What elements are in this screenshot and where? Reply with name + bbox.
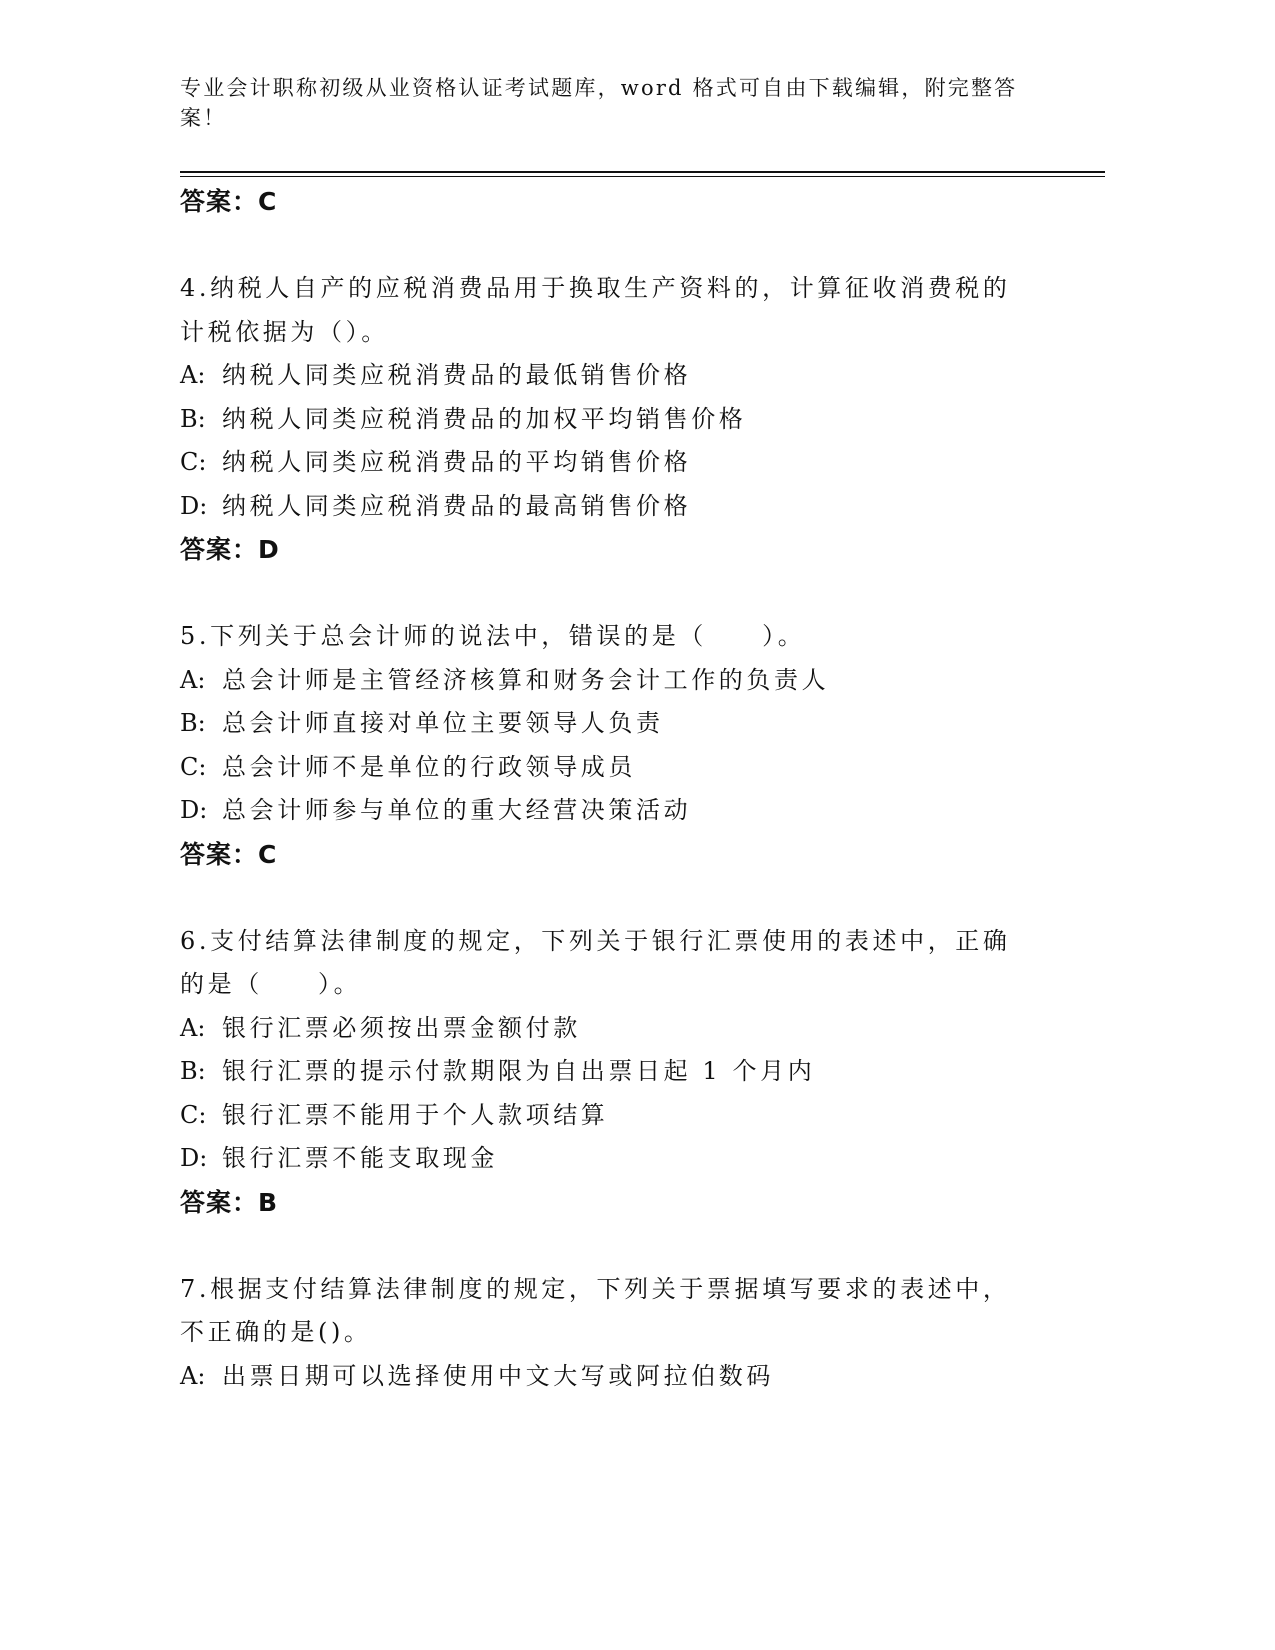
option-label: D: bbox=[180, 491, 208, 520]
option-label: D: bbox=[180, 796, 208, 824]
option-label: A: bbox=[180, 1361, 206, 1390]
question-stem-line: 计税依据为（）。 bbox=[180, 317, 389, 346]
option-a bbox=[180, 354, 1080, 398]
option-label: B: bbox=[180, 404, 206, 433]
option-label: A: bbox=[180, 1013, 206, 1042]
option-b bbox=[180, 1050, 1080, 1094]
question-stem bbox=[180, 1268, 1080, 1355]
question-6 bbox=[180, 920, 1080, 1225]
option-text: 纳税人同类应税消费品的加权平均销售价格 bbox=[222, 404, 747, 433]
option-label: D: bbox=[180, 1144, 208, 1172]
option-d bbox=[180, 485, 1080, 529]
option-label: B: bbox=[180, 1057, 206, 1085]
option-text: 银行汇票不能支取现金 bbox=[222, 1144, 498, 1172]
question-stem-line: 不正确的是()。 bbox=[180, 1318, 372, 1346]
question-stem-line: 5.下列关于总会计师的说法中，错误的是（ ）。 bbox=[180, 622, 806, 650]
option-label: C: bbox=[180, 448, 207, 476]
question-5 bbox=[180, 615, 1080, 876]
option-a bbox=[180, 659, 1080, 703]
option-text: 总会计师不是单位的行政领导成员 bbox=[222, 752, 636, 781]
answer-line: 答案：C bbox=[180, 839, 278, 869]
option-text: 纳税人同类应税消费品的最低销售价格 bbox=[222, 361, 692, 389]
question-stem-line: 的是（ ）。 bbox=[180, 970, 362, 998]
option-b bbox=[180, 398, 1080, 442]
option-text: 总会计师参与单位的重大经营决策活动 bbox=[222, 796, 692, 824]
option-text: 出票日期可以选择使用中文大写或阿拉伯数码 bbox=[222, 1361, 774, 1390]
question-stem-line: 7.根据支付结算法律制度的规定，下列关于票据填写要求的表述中， bbox=[180, 1274, 1011, 1303]
question-stem-line: 4.纳税人自产的应税消费品用于换取生产资料的，计算征收消费税的 bbox=[180, 274, 1011, 302]
option-text: 纳税人同类应税消费品的最高销售价格 bbox=[222, 491, 692, 520]
answer-line: 答案：B bbox=[180, 1187, 279, 1217]
header-divider bbox=[180, 171, 1105, 177]
header-line: 专业会计职称初级从业资格认证考试题库，word 格式可自由下载编辑，附完整答 bbox=[180, 76, 1018, 100]
option-text: 总会计师是主管经济核算和财务会计工作的负责人 bbox=[222, 665, 830, 694]
option-label: A: bbox=[180, 665, 206, 694]
option-text: 银行汇票必须按出票金额付款 bbox=[222, 1013, 581, 1042]
question-list bbox=[180, 180, 1080, 1398]
option-d bbox=[180, 1137, 1080, 1181]
option-text: 总会计师直接对单位主要领导人负责 bbox=[222, 709, 664, 737]
option-text: 纳税人同类应税消费品的平均销售价格 bbox=[222, 448, 692, 476]
option-b bbox=[180, 702, 1080, 746]
option-c bbox=[180, 441, 1080, 485]
option-label: B: bbox=[180, 709, 206, 737]
option-c bbox=[180, 746, 1080, 790]
option-text: 银行汇票不能用于个人款项结算 bbox=[222, 1100, 609, 1129]
question-4 bbox=[180, 267, 1080, 572]
option-label: C: bbox=[180, 1100, 207, 1129]
question-stem bbox=[180, 920, 1080, 1007]
question-stem bbox=[180, 267, 1080, 354]
question-7 bbox=[180, 1268, 1080, 1399]
option-label: C: bbox=[180, 752, 207, 781]
option-d bbox=[180, 789, 1080, 833]
option-a bbox=[180, 1355, 1080, 1399]
question-stem-line: 6.支付结算法律制度的规定，下列关于银行汇票使用的表述中，正确 bbox=[180, 926, 1011, 955]
option-text: 银行汇票的提示付款期限为自出票日起 1 个月内 bbox=[222, 1057, 816, 1085]
option-c bbox=[180, 1094, 1080, 1138]
answer-line: 答案：C bbox=[180, 187, 278, 216]
option-a bbox=[180, 1007, 1080, 1051]
option-label: A: bbox=[180, 361, 206, 389]
page-header bbox=[180, 73, 1080, 133]
header-line: 案！ bbox=[180, 106, 227, 130]
question-stem bbox=[180, 615, 1080, 659]
answer-line: 答案：D bbox=[180, 535, 280, 564]
